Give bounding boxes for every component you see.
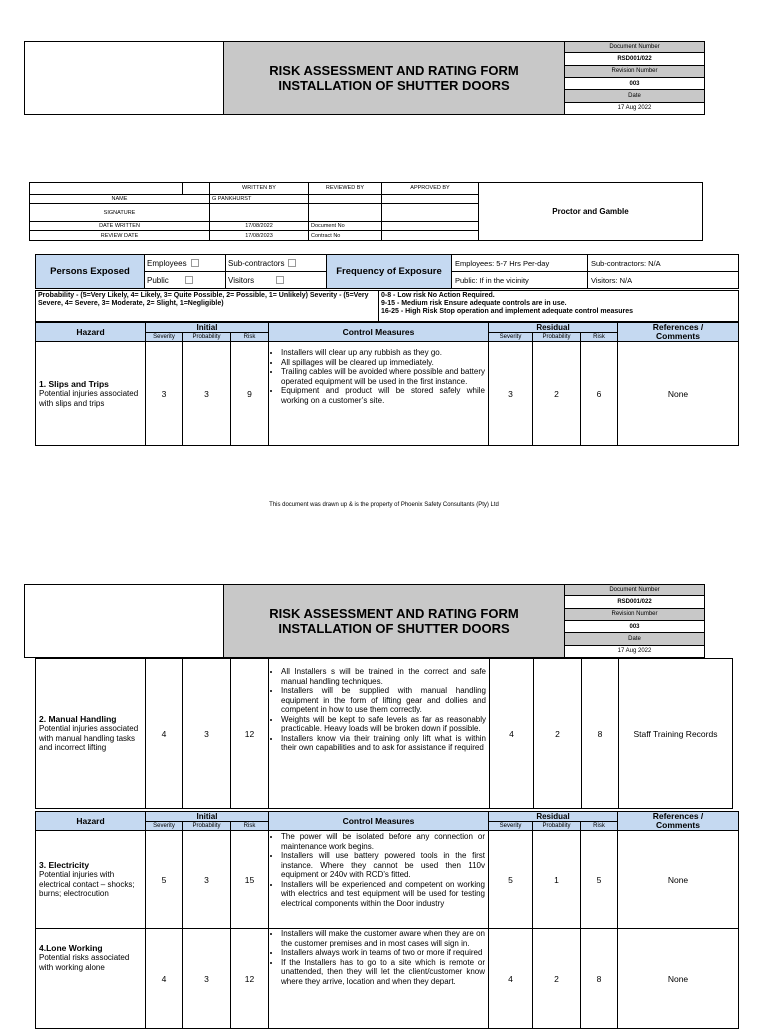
control-measure: • Installers will make the customer aware when they are on the customer premises and in most cases will sign in.: [281, 929, 485, 948]
client-name: Proctor and Gamble: [479, 183, 703, 241]
references-comments: None: [618, 929, 739, 1029]
control-measures-list: [269, 832, 488, 908]
public-checkbox[interactable]: [185, 276, 193, 284]
revision-number: 003: [565, 620, 705, 632]
risk-table-page2: [35, 811, 739, 1029]
comments-header: Comments: [656, 331, 700, 341]
approved-by-header: APPROVED BY: [382, 183, 479, 195]
probability-severity-legend: Probability - (5=Very Likely, 4= Likely, 3= Quite Possible, 2= Possible, 1= Unlikely) Severity - (5=Very Severe, 4= Severe, 3= Moderate, 2= Slight, 1=Negligible): [36, 291, 379, 322]
references-header: References /: [652, 811, 704, 821]
control-measure: • Installers will use battery powered tools in the first instance. Where they cannot be used then 110v equipment or 240v with RCD’s fitted.: [281, 851, 485, 880]
residual-header: Residual: [489, 812, 618, 822]
control-measures-list: [269, 929, 488, 986]
risk-table-manual-handling: [35, 658, 733, 809]
initial-header: Initial: [146, 323, 269, 333]
date-label: Date: [565, 633, 705, 645]
footer-note-page1: This document was drawn up & is the property of Phoenix Safety Consultants (Pty) Ltd: [269, 502, 499, 508]
reviewed-by-header: REVIEWED BY: [309, 183, 382, 195]
title-line-2: INSTALLATION OF SHUTTER DOORS: [278, 621, 510, 636]
control-measure: • The power will be isolated before any connection or maintenance work begins.: [281, 832, 485, 851]
initial-probability: 3: [183, 929, 231, 1029]
revision-label: Revision Number: [565, 65, 705, 77]
doc-date: 17 Aug 2022: [565, 102, 705, 114]
initial-header: Initial: [146, 812, 269, 822]
references-comments: Staff Training Records: [619, 659, 733, 809]
exposure-table: [35, 254, 739, 289]
control-measure: • Installers always work in teams of two or more if required: [281, 948, 485, 958]
name-value: G PANKHURST: [210, 194, 309, 204]
freq-public: Public: If in the vicinity: [452, 272, 588, 289]
residual-severity: 3: [489, 342, 533, 446]
hazard-description: Potential injuries associated with slips and trips: [39, 389, 139, 408]
employees-checkbox[interactable]: [191, 259, 199, 267]
control-measure: • Equipment and product will be stored safely while working on a customer’s site.: [281, 386, 485, 405]
control-measures-list: [269, 667, 489, 753]
title-line-1: RISK ASSESSMENT AND RATING FORM: [269, 63, 519, 78]
residual-severity-header: Severity: [489, 822, 533, 831]
initial-severity: 5: [146, 831, 183, 929]
residual-severity: 5: [489, 831, 533, 929]
residual-risk-header: Risk: [581, 333, 618, 342]
control-measures-list: [269, 348, 488, 405]
residual-severity: 4: [490, 659, 534, 809]
legend-low: 0-8 - Low risk No Action Required.: [381, 292, 495, 299]
initial-severity-header: Severity: [146, 333, 183, 342]
freq-visitors: Visitors: N/A: [588, 272, 739, 289]
residual-severity-header: Severity: [489, 333, 533, 342]
frequency-label: Frequency of Exposure: [327, 255, 452, 289]
page2-header: [24, 584, 705, 658]
initial-probability: 3: [183, 831, 231, 929]
control-measure: • Weights will be kept to safe levels as far as reasonably practicable. Heavy loads will be broken down if possible.: [281, 715, 486, 734]
initial-severity: 3: [146, 342, 183, 446]
doc-number-label: Document Number: [565, 585, 705, 596]
initial-severity-header: Severity: [146, 822, 183, 831]
form-title: [224, 585, 565, 658]
control-measure: • Installers will be supplied with manual handling equipment in the form of lifting gear and dollies and competent in how to use them correctly.: [281, 686, 486, 715]
residual-risk-header: Risk: [581, 822, 618, 831]
initial-severity: 4: [146, 929, 183, 1029]
revision-label: Revision Number: [565, 608, 705, 620]
logo-box: [25, 585, 224, 658]
doc-number-label: Document Number: [565, 42, 705, 53]
initial-severity: 4: [146, 659, 183, 809]
residual-probability: 1: [533, 831, 581, 929]
residual-risk: 6: [581, 342, 618, 446]
page1-header: [24, 41, 705, 115]
subcontractors-label: Sub-contractors: [228, 258, 285, 268]
residual-severity: 4: [489, 929, 533, 1029]
employees-label: Employees: [147, 258, 187, 268]
contract-no-label: Contract No: [309, 231, 382, 241]
references-header: References /: [652, 322, 704, 332]
residual-probability-header: Probability: [533, 333, 581, 342]
initial-risk: 9: [231, 342, 269, 446]
subcontractors-checkbox[interactable]: [288, 259, 296, 267]
residual-probability: 2: [533, 342, 581, 446]
hazard-row-4: [36, 929, 739, 1029]
control-measure: • All spillages will be cleared up immediately.: [281, 358, 485, 368]
control-measures-header: Control Measures: [269, 812, 489, 831]
hazard-title: 4.Lone Working: [39, 943, 103, 953]
references-comments: None: [618, 342, 739, 446]
control-measure: • Trailing cables will be avoided where possible and battery operated equipment will be used in the first instance.: [281, 367, 485, 386]
residual-risk: 5: [581, 831, 618, 929]
risk-legend: [35, 290, 739, 322]
hazard-header: Hazard: [36, 323, 146, 342]
review-date-label: REVIEW DATE: [30, 231, 210, 241]
form-title: [224, 42, 565, 115]
initial-risk: 12: [231, 929, 269, 1029]
initial-risk: 12: [231, 659, 269, 809]
logo-box: [25, 42, 224, 115]
risk-table-page1: [35, 322, 739, 446]
initial-probability: 3: [183, 342, 231, 446]
date-label: Date: [565, 90, 705, 102]
residual-probability-header: Probability: [533, 822, 581, 831]
residual-probability: 2: [533, 929, 581, 1029]
residual-header: Residual: [489, 323, 618, 333]
residual-risk: 8: [581, 929, 618, 1029]
visitors-checkbox[interactable]: [276, 276, 284, 284]
control-measure: • Installers know via their training only lift what is within their own capabilities and to ask for assistance if required: [281, 734, 486, 753]
name-label: NAME: [30, 194, 210, 204]
public-label: Public: [147, 275, 169, 285]
residual-risk: 8: [582, 659, 619, 809]
revision-number: 003: [565, 77, 705, 89]
date-written: 17/08/2022: [210, 221, 309, 231]
hazard-row-1: [36, 342, 739, 446]
comments-header: Comments: [656, 820, 700, 830]
title-line-1: RISK ASSESSMENT AND RATING FORM: [269, 606, 519, 621]
doc-date: 17 Aug 2022: [565, 645, 705, 657]
control-measure: • If the Installers has to go to a site which is remote or unattended, then they will let the client/customer know where they arrive, location and when they depart.: [281, 958, 485, 987]
hazard-description: Potential risks associated with working alone: [39, 953, 130, 972]
legend-medium: 9-15 - Medium risk Ensure adequate controls are in use.: [381, 300, 567, 307]
hazard-title: 1. Slips and Trips: [39, 379, 109, 389]
signature-label: SIGNATURE: [30, 204, 210, 221]
control-measure: • All Installers s will be trained in the correct and safe manual handling techniques.: [281, 667, 486, 686]
title-line-2: INSTALLATION OF SHUTTER DOORS: [278, 78, 510, 93]
date-written-label: DATE WRITTEN: [30, 221, 210, 231]
document-no-label: Document No: [309, 221, 382, 231]
signoff-table: [29, 182, 703, 241]
residual-probability: 2: [534, 659, 582, 809]
control-measure: • Installers will clear up any rubbish as they go.: [281, 348, 485, 358]
hazard-title: 3. Electricity: [39, 860, 90, 871]
initial-risk-header: Risk: [231, 822, 269, 831]
control-measure: • Installers will be experienced and competent on working with electrics and test equipment will be used for testing electrical components within the Door industry: [281, 880, 485, 909]
freq-employees: Employees: 5-7 Hrs Per-day: [452, 255, 588, 272]
review-date: 17/08/2023: [210, 231, 309, 241]
initial-probability: 3: [183, 659, 231, 809]
initial-risk-header: Risk: [231, 333, 269, 342]
references-comments: None: [618, 831, 739, 929]
doc-number: RSD001/022: [565, 53, 705, 65]
persons-exposed-label: Persons Exposed: [36, 255, 145, 289]
legend-high: 16-25 - High Risk Stop operation and implement adequate control measures: [381, 308, 634, 315]
hazard-title: 2. Manual Handling: [39, 714, 117, 725]
hazard-description: Potential injuries with electrical contact – shocks; burns; electrocution: [39, 870, 135, 899]
written-by-header: WRITTEN BY: [210, 183, 309, 195]
doc-number: RSD001/022: [565, 596, 705, 608]
hazard-description: Potential injuries associated with manual handling tasks and incorrect lifting: [39, 724, 139, 753]
control-measures-header: Control Measures: [269, 323, 489, 342]
initial-risk: 15: [231, 831, 269, 929]
initial-probability-header: Probability: [183, 333, 231, 342]
hazard-row-2: [36, 659, 733, 809]
initial-probability-header: Probability: [183, 822, 231, 831]
hazard-header: Hazard: [36, 812, 146, 831]
freq-subcontractors: Sub-contractors: N/A: [588, 255, 739, 272]
visitors-label: Visitors: [228, 275, 255, 285]
hazard-row-3: [36, 831, 739, 929]
